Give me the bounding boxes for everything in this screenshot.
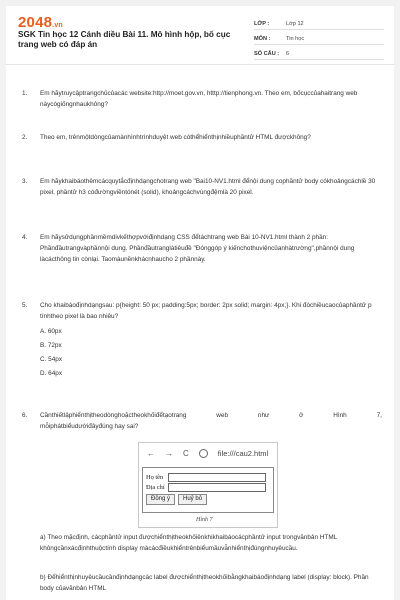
question-text: Cho khaibáođịnhdạngsau: p{height: 50 px; padding:5px; border: 2px solid; margin: 4px;}. Khi đóchiềucaocủaphầntử p tínhtheo pixel là bao nhiêu? [40,302,372,320]
question-text: Theo em, trênmộtdòngcủamànhìnhtrìnhduyệt web cóthểhiểnthịnhiềuphầntử HTML đượckhông? [40,134,311,141]
question-6-part-b [22,572,382,594]
question-2 [22,132,382,143]
back-arrow-icon: ← [147,448,155,458]
answer-options [40,326,382,379]
address-label: Địa chỉ [146,483,165,491]
figure-caption: Hình 7 [196,517,213,523]
question-text-line1 [40,410,382,421]
statement-a: a) Theo mặcđịnh, cácphầntử input đượchiểnthịtheokhốiênkhikhaibáocácphầntử input trongvănbản HTML khôngcầnxácđịnhthuộctính display màcácđiềukhiểntrênbiểumầuvẫnhiểnthịđúngnhuyêucầu. [40,534,337,552]
agree-button: Đồng ý [146,494,175,505]
question-number: 2. [22,134,28,141]
meta-label: MÔN : [254,35,271,42]
meta-value: 6 [286,50,290,57]
document-page [6,6,394,600]
form-buttons [143,494,273,505]
document-title: SGK Tin học 12 Cánh diều Bài 11. Mô hình hộp, bố cục trang web có đáp án [18,30,231,49]
question-text: Em hãytruycậptrangchủcủacác website:http://moet.gov.vn, htttp://tienphong.vn. Theo em, bốcụccủahaitrang web nàycógiốngnhaukhông? [40,90,358,108]
address-bar [199,449,278,458]
question-number: 1. [22,90,28,97]
question-4 [22,232,382,265]
question-number: 6. [22,412,28,419]
question-text: Em hãysửdụngphầnmềmdivkếthợpvớiđịnhdạng CSS đểtáchtrang web Bài 10-NV1.html thành 2 phần: Phầnđầutrangvàphầnnội dung. Phầnđầutranglàtiêuđề "Đónggóp ý kiếnchothuviệncủanhàtrường",phầnnội dung làcácthông tin cònlại. Taomàunềnkhácnhaucho 2 phầnnày. [40,234,355,263]
question-5 [22,300,382,379]
logo-text: 2048 [18,14,53,31]
meta-row-subject [254,33,384,45]
answer-option-c[interactable]: C. 54px [40,356,63,363]
question-6-part-a [22,532,382,554]
meta-panel [254,18,384,63]
name-field [168,473,266,482]
question-word: Hình [333,412,347,419]
forward-arrow-icon: → [165,448,173,458]
answer-option-b[interactable]: B. 72px [40,342,62,349]
address-field [168,483,266,492]
meta-row-count [254,48,384,60]
question-word: như [257,412,270,419]
question-word: web [216,412,229,419]
question-number: 5. [22,302,28,309]
meta-value: Lớp 12 [286,20,304,27]
form-row-address [143,482,273,492]
question-word: Cầnthiếtlậphiểnthịtheodònghoặctheokhốiđểtạotrang [40,412,187,419]
question-1 [22,88,382,110]
cancel-button: Huỷ bỏ [178,494,207,505]
question-text: Em hãykhaibáothêmcácquytắcđịnhdạngchotrang web "Bai10-NV1.html đểnội dung cophầntử body cókhoảngcáchlề 30 pixel, phầntử h3 cóđườngviềntónét (solid), khoảngcáchvùngđệmlà 20 pixel. [40,178,376,196]
document-header [6,6,394,65]
meta-label: LỚP : [254,20,270,27]
question-number: 4. [22,234,28,241]
site-logo[interactable] [18,14,63,31]
logo-suffix: .vn [52,22,63,29]
question-text-line2: mỗiphátbiểudướiđâyđúng hay sai? [40,423,139,430]
statement-b: b) Đểhiểnthịnhuyêucầucầnđịnhdạngcác label đượchiểnthịtheokhốibằngkhaibáođịnhdạng label (display: block). Phần body củavănbản HTML [40,574,369,592]
answer-option-a[interactable]: A. 60px [40,328,62,335]
question-3 [22,176,382,198]
meta-row-class [254,18,384,30]
name-label: Họ tên [146,473,164,481]
form-preview [142,467,274,513]
globe-icon [199,449,208,458]
form-row-name [143,472,273,482]
address-url: file:///cau2.html [217,448,269,458]
reload-icon: C [183,448,189,458]
browser-toolbar [139,443,277,463]
question-number: 3. [22,178,28,185]
meta-value: Tin học [286,35,305,42]
meta-label: SỐ CÂU : [254,50,280,57]
browser-figure [138,442,278,528]
question-6 [22,410,382,432]
question-word: 7, [376,412,382,419]
answer-option-d[interactable]: D. 64px [40,370,63,377]
question-word: ở [299,412,304,419]
